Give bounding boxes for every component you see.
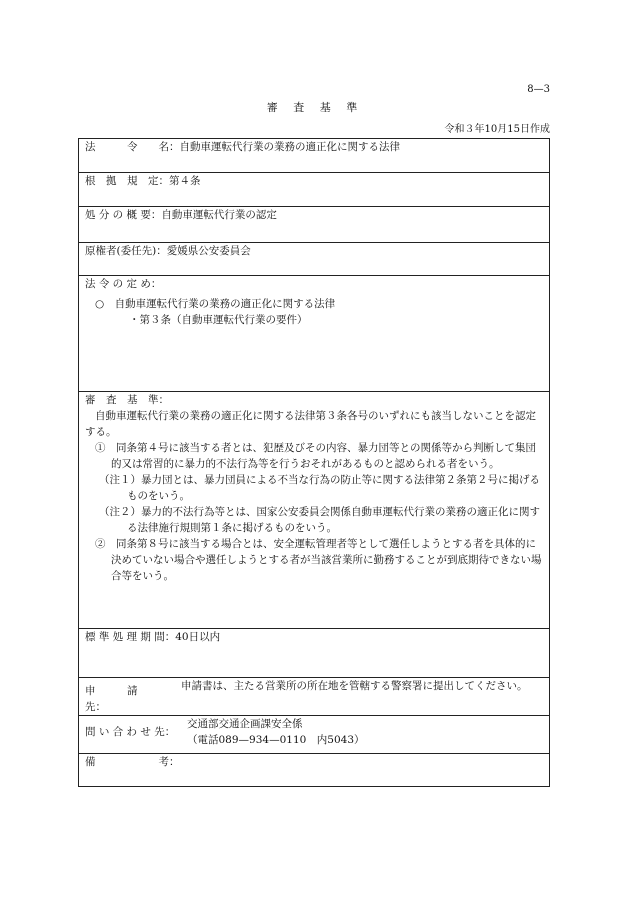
provisions-label: 法 令 の 定 め：	[85, 278, 162, 290]
law-name-value: 自動車運転代行業の業務の適正化に関する法律	[179, 141, 400, 153]
application-value: 申請書は、主たる営業所の所在地を管轄する警察署に提出してください。	[181, 680, 528, 692]
legal-basis-label: 根 拠 規 定：	[85, 175, 169, 187]
criteria-item-2: ② 同条第８号に該当する場合とは、安全運転管理者等として選任しようとする者を具体的に決めていない場合や選任しようとする者が当該営業所に勤務することが到底期待できない場合等をいう。	[95, 538, 542, 582]
inquiry-department: 交通部交通企画課安全係	[187, 718, 303, 730]
overview-value: 自動車運転代行業の認定	[161, 209, 277, 221]
remarks-label: 備 考：	[85, 756, 180, 768]
provisions-article-item: ・第３条（自動車運転代行業の要件）	[129, 314, 308, 326]
inquiry-label: 問 い 合 わ せ 先：	[85, 726, 176, 738]
row-remarks	[79, 754, 550, 787]
row-legal-basis	[79, 173, 550, 207]
application-label: 申 請 先：	[85, 685, 169, 713]
authority-label: 原権者(委任先)：	[85, 245, 167, 257]
law-name-label: 法 令 名：	[85, 141, 180, 153]
overview-label: 処 分 の 概 要：	[85, 209, 162, 221]
criteria-note-1: （注１）暴力団とは、暴力団員による不当な行為の防止等に関する法律第２条第２号に掲げるものをいう。	[99, 474, 540, 502]
document-title: 審 査 基 準	[266, 101, 364, 114]
row-legal-provisions	[79, 276, 550, 392]
row-law-name	[79, 139, 550, 173]
standard-period-value: 40日以内	[175, 631, 221, 643]
criteria-label: 審 査 基 準：	[85, 394, 169, 406]
row-review-criteria	[79, 392, 550, 629]
criteria-item-1: ① 同条第４号に該当する者とは、犯歴及びその内容、暴力団等との関係等から判断して集団的又は常習的に暴力的不法行為等を行うおそれがあるものと認められる者をいう。	[95, 442, 536, 470]
criteria-intro: 自動車運転代行業の業務の適正化に関する法律第３条各号のいずれにも該当しないことを認定する。	[85, 410, 536, 438]
inquiry-phone: （電話089—934—0110 内5043）	[187, 734, 365, 746]
row-application-destination	[79, 678, 550, 716]
authority-value: 愛媛県公安委員会	[166, 245, 251, 257]
criteria-form-table	[78, 138, 550, 787]
document-number: 8—3	[527, 84, 550, 95]
row-disposition-overview	[79, 207, 550, 243]
row-standard-period	[79, 629, 550, 678]
row-authority	[79, 243, 550, 276]
document-date: 令和３年10月15日作成	[444, 124, 550, 135]
standard-period-label: 標 準 処 理 期 間：	[85, 631, 176, 643]
legal-basis-value: 第４条	[169, 175, 201, 187]
criteria-note-2: （注２）暴力的不法行為等とは、国家公安委員会関係自動車運転代行業の業務の適正化に関する法律施行規則第１条に掲げるものをいう。	[99, 506, 540, 534]
row-inquiry	[79, 716, 550, 754]
provisions-law-item: ○ 自動車運転代行業の業務の適正化に関する法律	[95, 298, 336, 310]
